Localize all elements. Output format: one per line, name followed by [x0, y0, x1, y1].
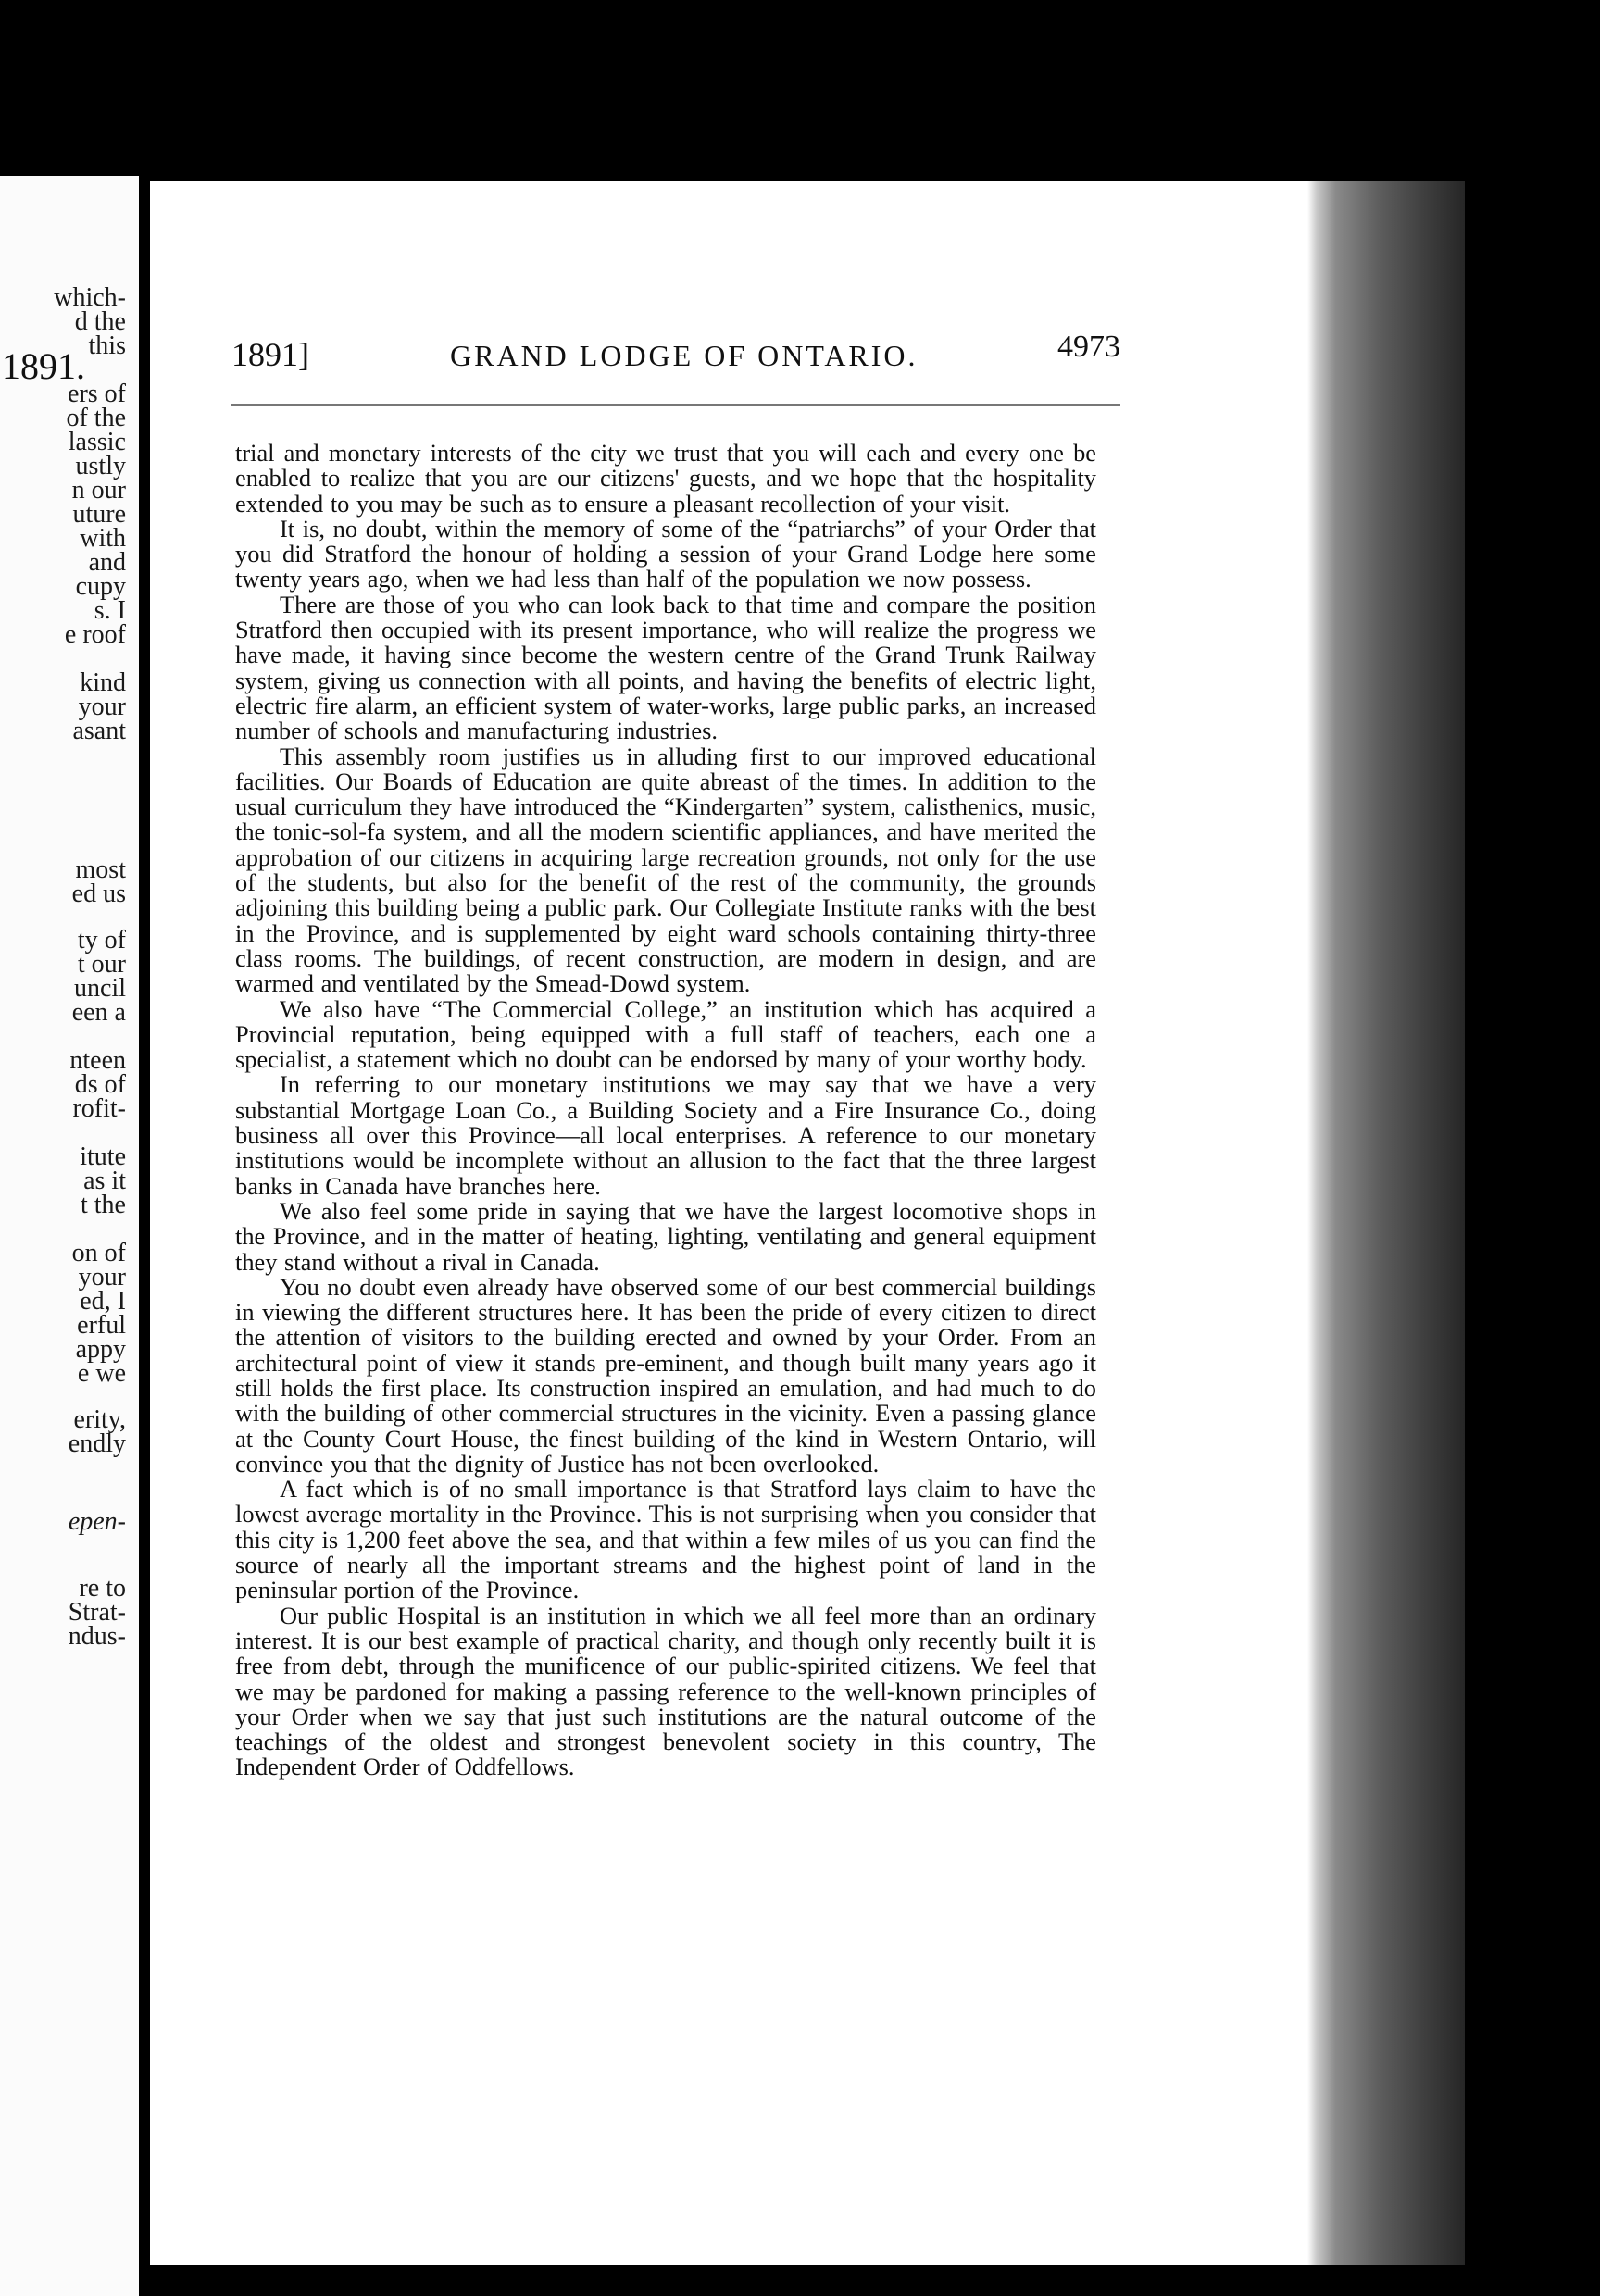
- facing-page-line: n our: [71, 476, 126, 505]
- facing-page-line: your: [78, 693, 126, 721]
- facing-page-line: t our: [77, 950, 126, 979]
- facing-page: [0, 176, 139, 2296]
- facing-page-line: as it: [83, 1167, 126, 1195]
- header-rule: [231, 404, 1120, 406]
- facing-page-line: ed, I: [80, 1287, 126, 1316]
- paragraph: It is, no doubt, within the memory of some of the “patriarchs” of your Order that you did Stratford the honour of holding a session of your Grand Lodge here some twenty years ago, when we had less than half of the population we now possess.: [235, 514, 1096, 593]
- facing-page-line: ds of: [74, 1070, 126, 1099]
- body-text: [235, 441, 1096, 1780]
- paragraph: Our public Hospital is an institution in which we all feel more than an ordinary interest. It is our best example of practical charity, and though only recently built it is free from debt, through the munificence of our public-spirited citizens. We feel that we may be pardoned for making a passing reference to the well-known principles of your Order when we say that just such institutions are the natural outcome of the teachings of the oldest and strongest benevolent society in this country, The Independent Order of Oddfellows.: [235, 1601, 1096, 1781]
- facing-page-line: with: [80, 524, 126, 553]
- paragraph: There are those of you who can look back to that time and compare the position Stratford then occupied with its present importance, who will realize the progress we have made, it having since become the western centre of the Grand Trunk Railway system, giving us connection with all points, and having the benefits of electric light, electric fire alarm, an efficient system of water-works, large public parks, an increased number of schools and manufacturing industries.: [235, 590, 1096, 745]
- facing-page-line: uncil: [74, 974, 126, 1003]
- paragraph: In referring to our monetary institutions we may say that we have a very substantial Mortgage Loan Co., a Building Society and a Fire Insurance Co., doing business all over this Province—all local enterprises. A reference to our monetary institutions would be incomplete without an allusion to the fact that the three largest banks in Canada have branches here.: [235, 1070, 1096, 1200]
- facing-page-line: t the: [81, 1191, 126, 1219]
- facing-page-line: asant: [72, 717, 126, 745]
- facing-page-line: which-: [54, 283, 126, 312]
- facing-page-line: erity,: [73, 1405, 126, 1434]
- facing-page-line: uture: [72, 500, 126, 529]
- paragraph: We also feel some pride in saying that we have the largest locomotive shops in the Province, and in the matter of heating, lighting, ventilating and general equipment they stand without a rival in Canada.: [235, 1196, 1096, 1276]
- facing-page-line: ers of: [68, 380, 126, 408]
- facing-page-line: e roof: [64, 620, 126, 649]
- facing-page-line: Strat-: [68, 1598, 126, 1627]
- page-title: GRAND LODGE OF ONTARIO.: [450, 339, 919, 372]
- facing-page-line: appy: [75, 1335, 126, 1364]
- facing-page-line: endly: [68, 1429, 126, 1458]
- page-number: 4973: [1057, 330, 1120, 364]
- paragraph: You no doubt even already have observed some of our best commercial buildings in viewing the different structures here. It has been the pride of every citizen to direct the attention of visitors to the building erected and owned by your Order. From an architectural point of view it stands pre-eminent, and though built many years ago it still holds the first place. Its construction inspired an emulation, and had much to do with the building of other commercial structures in the vicinity. Even a passing glance at the County Court House, the finest building of the kind in Western Ontario, will convince you that the dignity of Justice has not been overlooked.: [235, 1272, 1096, 1478]
- paragraph: We also have “The Commercial College,” an institution which has acquired a Provincial reputation, being equipped with a full staff of teachers, each one a specialist, a statement which no doubt can be endorsed by many of your worthy body.: [235, 994, 1096, 1074]
- facing-page-line: re to: [79, 1574, 126, 1603]
- paragraph: A fact which is of no small importance is that Stratford lays claim to have the lowest average mortality in the Province. This is not surprising when you consider that this city is 1,200 feet above the sea, and that within a few miles of us you can find the source of nearly all the important streams and the highest point of land in the peninsular portion of the Province.: [235, 1475, 1096, 1604]
- facing-page-line: your: [78, 1263, 126, 1292]
- facing-page-line: s. I: [94, 596, 126, 625]
- facing-page-line: ndus-: [68, 1622, 126, 1651]
- facing-page-line: of the: [66, 404, 126, 432]
- facing-page-line: kind: [80, 668, 126, 697]
- facing-page-line: nteen: [69, 1046, 126, 1075]
- page-year: 1891]: [231, 336, 309, 373]
- paragraph: trial and monetary interests of the city we trust that you will each and every one be enabled to realize that you are our citizens' guests, and we hope that the hospitality extended to you may be such as to ensure a pleasant recollection of your visit.: [235, 439, 1096, 518]
- facing-page-line: rofit-: [72, 1094, 126, 1123]
- book-spine: [1307, 181, 1465, 2265]
- facing-page-line: cupy: [75, 572, 126, 601]
- facing-page-line: and: [88, 548, 126, 577]
- facing-page-line: most: [75, 855, 126, 884]
- facing-page-line: ustly: [75, 452, 126, 480]
- facing-page-header: 1891.: [2, 345, 85, 387]
- facing-page-line: e we: [77, 1359, 126, 1388]
- facing-page-line: itute: [80, 1142, 126, 1171]
- running-head: [231, 330, 1120, 381]
- facing-page-line: lassic: [68, 428, 126, 456]
- facing-page-line: epen-: [68, 1507, 126, 1536]
- facing-page-line: ed us: [71, 880, 126, 908]
- paragraph: This assembly room justifies us in alluding first to our improved educational facilities. Our Boards of Education are quite abreast of the times. In addition to the usual curriculum they have introduced the “Kindergarten” system, calisthenics, music, the tonic-sol-fa system, and all the modern scientific appliances, and have merited the approbation of our citizens in acquiring large recreation grounds, not only for the use of the students, but also for the benefit of the rest of the community, the grounds adjoining this building being a public park. Our Collegiate Institute ranks with the best in the Province, and is supplemented by eight ward schools containing thirty-three class rooms. The buildings, of recent construction, are modern in design, and are warmed and ventilated by the Smead-Dowd system.: [235, 742, 1096, 998]
- facing-page-line: on of: [71, 1239, 126, 1267]
- facing-page-line: d the: [74, 307, 126, 336]
- facing-page-line: this: [88, 331, 126, 360]
- facing-page-line: ty of: [77, 926, 126, 955]
- facing-page-line: een a: [71, 998, 126, 1027]
- facing-page-line: erful: [77, 1311, 126, 1340]
